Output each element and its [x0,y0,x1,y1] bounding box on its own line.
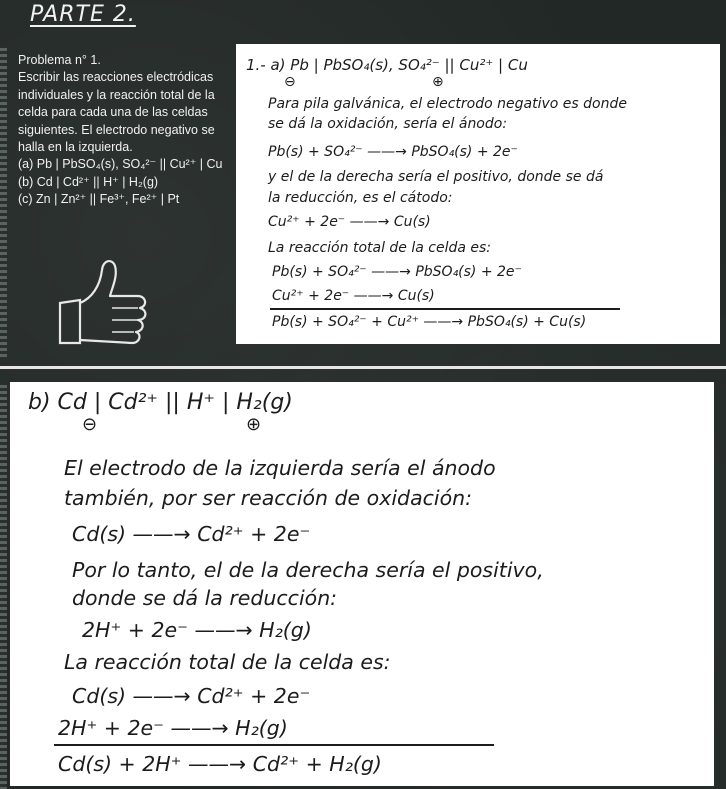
thumbs-up-icon [50,248,160,348]
problem-line: siguientes. El electrodo negativo se [18,122,215,137]
page-title: PARTE 2. [30,2,136,27]
part-a-reaction-anode: Pb(s) + SO₄²⁻ ——→ PbSO₄(s) + 2e⁻ [268,144,518,160]
part-a-total-result: Pb(s) + SO₄²⁻ + Cu²⁺ ——→ PbSO₄(s) + Cu(s) [272,314,587,330]
minus-electrode-icon: ⊖ [284,74,296,90]
part-a-text-2: se dá la oxidación, sería el ánodo: [268,116,508,132]
part-b-text-1: El electrodo de la izquierda sería el ánodo [64,456,496,480]
part-a-text-5: La reacción total de la celda es: [268,240,492,256]
solution-part-b-sheet [10,382,714,786]
problem-line: (b) Cd | Cd²⁺ || H⁺ | H₂(g) [18,174,159,189]
problem-line: individuales y la reacción total de la [18,87,215,102]
plus-electrode-icon: ⊕ [246,414,262,435]
part-b-text-2: también, por ser reacción de oxidación: [64,486,473,510]
section-divider [0,366,726,369]
problem-line: Escribir las reacciones electródicas [18,70,214,85]
problem-line: celda para cada una de las celdas [18,105,208,120]
part-a-text-4: la reducción, es el cátodo: [268,190,453,206]
part-b-reaction-cathode: 2H⁺ + 2e⁻ ——→ H₂(g) [82,618,312,642]
part-b-header: b) Cd | Cd²⁺ || H⁺ | H₂(g) [28,390,293,415]
part-a-total-line-1: Pb(s) + SO₄²⁻ ——→ PbSO₄(s) + 2e⁻ [272,264,522,280]
part-b-text-4: donde se dá la reducción: [72,586,338,610]
plus-electrode-icon: ⊕ [432,74,444,90]
part-b-text-5: La reacción total de la celda es: [64,650,391,674]
part-a-total-line-2: Cu²⁺ + 2e⁻ ——→ Cu(s) [272,288,435,304]
sum-rule [270,308,620,310]
board-edge-strip [0,48,7,358]
problem-line: (c) Zn | Zn²⁺ || Fe³⁺, Fe²⁺ | Pt [18,192,180,207]
problem-line: (a) Pb | PbSO₄(s), SO₄²⁻ || Cu²⁺ | Cu [18,157,223,172]
minus-electrode-icon: ⊖ [82,414,98,435]
part-b-total-line-2: 2H⁺ + 2e⁻ ——→ H₂(g) [58,716,288,740]
board-edge-strip-lower [0,385,7,789]
sum-rule [54,744,494,746]
part-b-text-3: Por lo tanto, el de la derecha sería el positivo, [72,558,544,582]
part-a-text-3: y el de la derecha sería el positivo, donde se dá [268,169,604,185]
part-b-total-line-1: Cd(s) ——→ Cd²⁺ + 2e⁻ [72,684,311,708]
problem-statement [18,52,256,209]
problem-line: halla en la izquierda. [18,140,133,155]
part-b-reaction-anode: Cd(s) ——→ Cd²⁺ + 2e⁻ [72,522,311,546]
solution-part-a-sheet [236,44,720,344]
part-a-text-1: Para pila galvánica, el electrodo negativo es donde [268,96,627,112]
part-b-total-result: Cd(s) + 2H⁺ ——→ Cd²⁺ + H₂(g) [58,752,382,776]
problem-line: Problema n° 1. [18,53,101,67]
part-a-reaction-cathode: Cu²⁺ + 2e⁻ ——→ Cu(s) [268,214,431,230]
part-a-header: 1.- a) Pb | PbSO₄(s), SO₄²⁻ || Cu²⁺ | Cu [246,56,528,74]
